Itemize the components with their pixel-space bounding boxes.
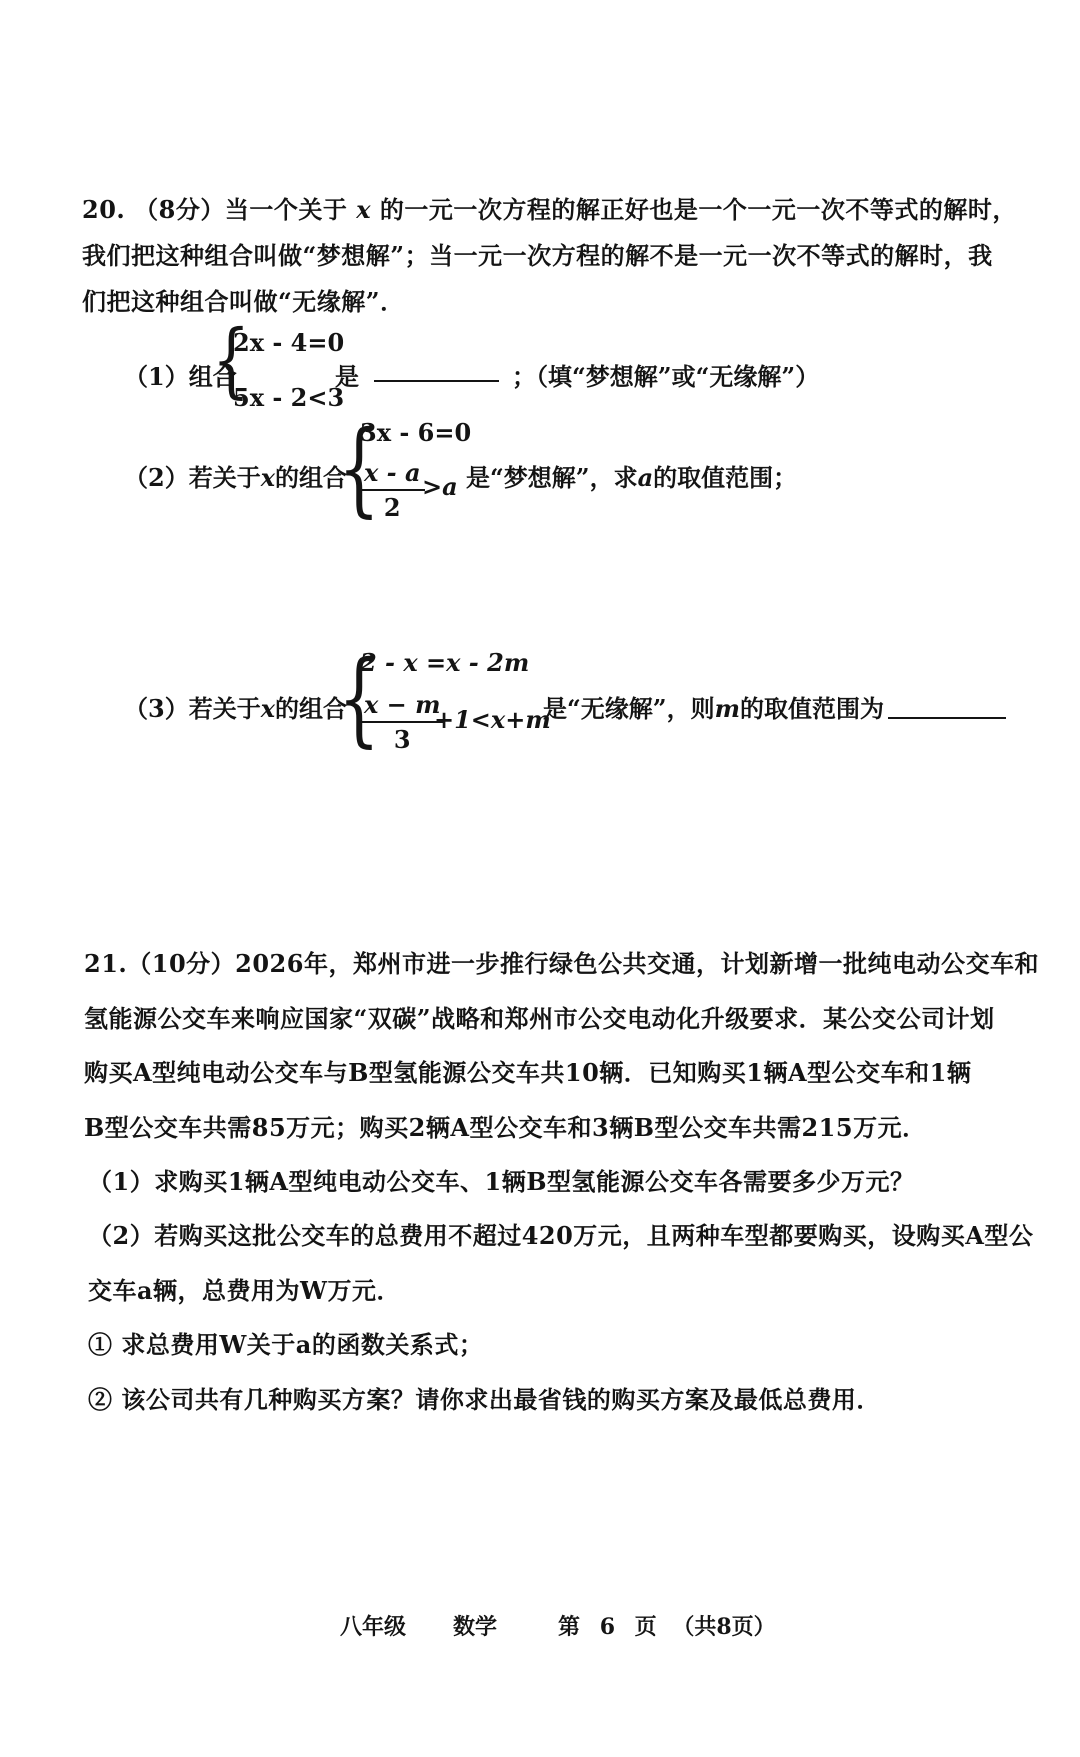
q20-part3-eq1: 2 - x =x - 2m <box>360 648 530 677</box>
q20-intro-text-a: 当一个关于 <box>224 195 348 224</box>
q20-part3-answer-blank[interactable] <box>888 695 1006 719</box>
q20-part2-text-after: 是“梦想解”，求 <box>466 463 638 492</box>
footer-grade: 八年级 <box>340 1614 407 1640</box>
q20-part3-text-end: 的取值范围为 <box>740 694 885 723</box>
q21-part1: （1）求购买1辆A型纯电动公交车、1辆B型氢能源公交车各需要多少万元？ <box>88 1167 915 1196</box>
footer-subject: 数学 <box>453 1614 498 1640</box>
q20-part2-label <box>124 458 347 493</box>
q20-part3-label <box>124 689 347 724</box>
q20-part1-answer-blank[interactable] <box>374 357 499 386</box>
q20-part3-brace: { <box>338 638 380 759</box>
q21-sub1: ① 求总费用W关于a的函数关系式； <box>88 1330 484 1359</box>
q20-part2-label-after: 的组合 <box>275 463 348 492</box>
q20-part2-eq1: 3x - 6=0 <box>360 418 472 447</box>
q20-part2-text-end: 的取值范围； <box>653 463 798 492</box>
q20-intro-line1 <box>82 190 1017 225</box>
q20-part2-var-a: a <box>637 463 654 492</box>
q20-part3-label-text: （3）若关于 <box>124 694 261 723</box>
footer-page-prefix: 第 <box>558 1614 581 1640</box>
q20-part1-brace: { <box>212 313 251 408</box>
q21-line1: 21.（10分）2026年，郑州市进一步推行绿色公共交通，计划新增一批纯电动公交车和 <box>84 949 1039 978</box>
q20-part3-question <box>543 689 1006 724</box>
q20-part2-fraction <box>360 458 425 522</box>
q20-part3-label-after: 的组合 <box>275 694 348 723</box>
q20-part1-label: （1）组合 <box>124 362 237 391</box>
q20-intro-text-b: 的一元一次方程的解正好也是一个一元一次不等式的解时， <box>379 195 1017 224</box>
q21-line4: B型公交车共需85万元；购买2辆A型公交车和3辆B型公交车共需215万元． <box>84 1113 927 1142</box>
q20-part2-frac-num: x - a <box>360 458 425 491</box>
q20-part3-frac-num: x − m <box>360 690 445 723</box>
q20-part2-brace: { <box>338 408 380 529</box>
q21-line3: 购买A型纯电动公交车与B型氢能源公交车共10辆．已知购买1辆A型公交车和1辆 <box>84 1058 972 1087</box>
footer-page-suffix: 页 <box>634 1614 657 1640</box>
q21-line2: 氢能源公交车来响应国家“双碳”战略和郑州市公交电动化升级要求．某公交公司计划 <box>84 1004 995 1033</box>
q20-score: （8分） <box>134 195 225 224</box>
q21-part2-line1: （2）若购买这批公交车的总费用不超过420万元，且两种车型都要购买，设购买A型公 <box>88 1221 1034 1250</box>
q20-part2-question <box>466 458 797 493</box>
q20-intro-line3: 们把这种组合叫做“无缘解”． <box>82 287 405 316</box>
footer-page-number: 6 <box>599 1614 615 1640</box>
q20-part2-label-text: （2）若关于 <box>124 463 261 492</box>
q20-var-x: x <box>356 195 371 224</box>
q20-part3-ineq-tail: +1<x+m <box>434 705 551 734</box>
q20-part1-hint: ；（填“梦想解”或“无缘解”） <box>512 362 820 391</box>
q20-part2-var-x: x <box>260 463 276 492</box>
q20-intro-line2: 我们把这种组合叫做“梦想解”；当一元一次方程的解不是一元一次不等式的解时，我 <box>82 241 993 270</box>
q20-part1-eq2: 5x - 2<3 <box>233 383 345 412</box>
q20-part3-text-after: 是“无缘解”，则 <box>543 694 715 723</box>
q20-part3-fraction <box>360 690 445 754</box>
q21-part2-line2: 交车a辆，总费用为W万元． <box>88 1276 402 1305</box>
q20-part2-ineq-tail: >a <box>422 472 458 501</box>
q20-number: 20. <box>82 195 126 224</box>
q20-part1-eq1: 2x - 4=0 <box>233 328 345 357</box>
footer-page-total: （共8页） <box>672 1614 776 1640</box>
q20-part1-is: 是 <box>335 362 359 391</box>
footer-page <box>558 1610 776 1641</box>
q20-part2-frac-den: 2 <box>383 493 401 522</box>
q20-part3-var-x: x <box>260 694 276 723</box>
q21-sub2: ② 该公司共有几种购买方案？请你求出最省钱的购买方案及最低总费用． <box>88 1385 881 1414</box>
q20-part3-var-m: m <box>714 694 741 723</box>
q20-part3-frac-den: 3 <box>393 725 411 754</box>
